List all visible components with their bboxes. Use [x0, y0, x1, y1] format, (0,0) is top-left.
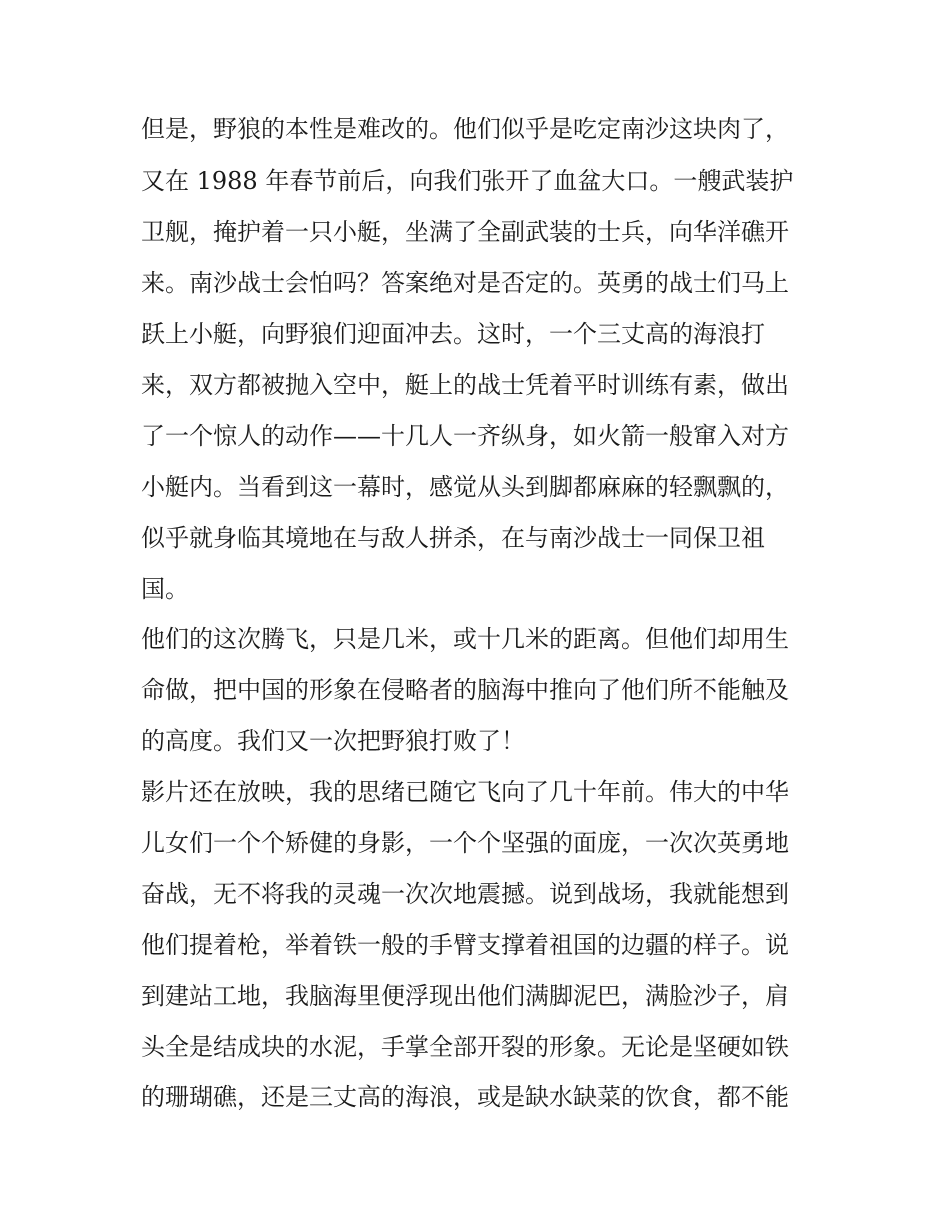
text-line: 小艇内。当看到这一幕时，感觉从头到脚都麻麻的轻飘飘的， [141, 473, 789, 501]
text-line: 影片还在放映，我的思绪已随它飞向了几十年前。伟大的中华 [141, 778, 789, 806]
text-line: 又在 1988 年春节前后，向我们张开了血盆大口。一艘武装护 [141, 167, 794, 195]
text-line: 国。 [141, 575, 189, 603]
text-line: 奋战，无不将我的灵魂一次次地震撼。说到战场，我就能想到 [141, 880, 789, 908]
text-line: 他们的这次腾飞，只是几米，或十几米的距离。但他们却用生 [141, 625, 789, 653]
text-line: 跃上小艇，向野狼们迎面冲去。这时，一个三丈高的海浪打 [141, 320, 765, 348]
text-line: 的高度。我们又一次把野狼打败了！ [141, 727, 525, 755]
text-line: 似乎就身临其境地在与敌人拼杀，在与南沙战士一同保卫祖 [141, 524, 765, 552]
text-line: 来。南沙战士会怕吗？答案绝对是否定的。英勇的战士们马上 [141, 269, 789, 297]
text-line: 了一个惊人的动作——十几人一齐纵身，如火箭一般窜入对方 [141, 422, 789, 450]
text-line: 的珊瑚礁，还是三丈高的海浪，或是缺水缺菜的饮食，都不能 [141, 1083, 789, 1111]
text-line: 头全是结成块的水泥，手掌全部开裂的形象。无论是坚硬如铁 [141, 1033, 789, 1061]
text-line: 他们提着枪，举着铁一般的手臂支撑着祖国的边疆的样子。说 [141, 931, 789, 959]
text-line: 来，双方都被抛入空中，艇上的战士凭着平时训练有素，做出 [141, 371, 789, 399]
text-line: 儿女们一个个矫健的身影，一个个坚强的面庞，一次次英勇地 [141, 829, 789, 857]
text-line: 卫舰，掩护着一只小艇，坐满了全副武装的士兵，向华洋礁开 [141, 218, 789, 246]
text-line: 到建站工地，我脑海里便浮现出他们满脚泥巴，满脸沙子，肩 [141, 982, 789, 1010]
text-line: 但是，野狼的本性是难改的。他们似乎是吃定南沙这块肉了， [141, 115, 789, 143]
text-line: 命做，把中国的形象在侵略者的脑海中推向了他们所不能触及 [141, 676, 789, 704]
